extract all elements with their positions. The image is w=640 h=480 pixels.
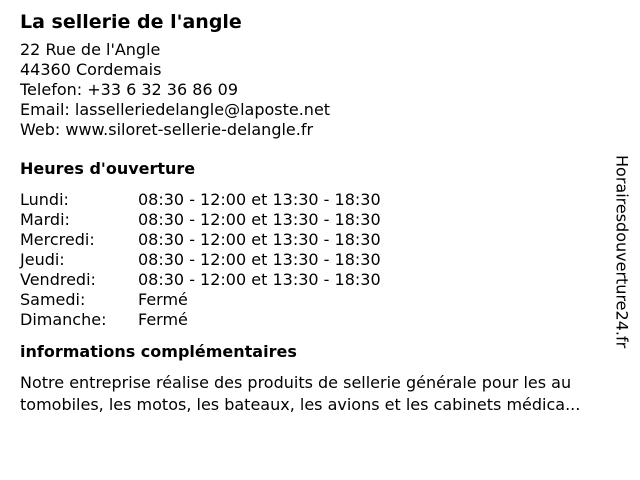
day-hours: 08:30 - 12:00 et 13:30 - 18:30 <box>138 210 381 229</box>
opening-hours-heading: Heures d'ouverture <box>20 159 196 178</box>
day-hours: 08:30 - 12:00 et 13:30 - 18:30 <box>138 230 381 249</box>
day-hours: Fermé <box>138 290 188 309</box>
hours-row-mardi <box>20 210 620 230</box>
additional-info-text <box>20 372 632 416</box>
hours-row-vendredi <box>20 270 620 290</box>
day-label: Vendredi: <box>20 270 96 289</box>
day-hours: 08:30 - 12:00 et 13:30 - 18:30 <box>138 270 381 289</box>
street-address: 22 Rue de l'Angle <box>20 40 161 59</box>
website-url: Web: www.siloret-sellerie-delangle.fr <box>20 120 314 139</box>
hours-row-samedi <box>20 290 620 310</box>
opening-hours-table <box>20 190 620 330</box>
business-name: La sellerie de l'angle <box>20 11 242 33</box>
day-label: Mercredi: <box>20 230 95 249</box>
day-label: Jeudi: <box>20 250 65 269</box>
business-card <box>20 8 620 416</box>
day-label: Lundi: <box>20 190 69 209</box>
watermark-text: Horairesdouverture24.fr <box>612 155 632 349</box>
hours-row-jeudi <box>20 250 620 270</box>
hours-row-dimanche <box>20 310 620 330</box>
email-address: Email: lasselleriedelangle@laposte.net <box>20 100 331 119</box>
day-hours: 08:30 - 12:00 et 13:30 - 18:30 <box>138 250 381 269</box>
address-block <box>20 40 620 140</box>
day-hours: 08:30 - 12:00 et 13:30 - 18:30 <box>138 190 381 209</box>
additional-info-heading: informations complémentaires <box>20 342 297 361</box>
day-label: Dimanche: <box>20 310 107 329</box>
info-line: tomobiles, les motos, les bateaux, les avions et les cabinets médica... <box>20 395 581 414</box>
day-label: Mardi: <box>20 210 70 229</box>
phone-number: Telefon: +33 6 32 36 86 09 <box>20 80 239 99</box>
hours-row-mercredi <box>20 230 620 250</box>
hours-row-lundi <box>20 190 620 210</box>
watermark <box>612 134 632 370</box>
day-hours: Fermé <box>138 310 188 329</box>
city-postcode: 44360 Cordemais <box>20 60 162 79</box>
day-label: Samedi: <box>20 290 86 309</box>
info-line: Notre entreprise réalise des produits de sellerie générale pour les au <box>20 373 572 392</box>
